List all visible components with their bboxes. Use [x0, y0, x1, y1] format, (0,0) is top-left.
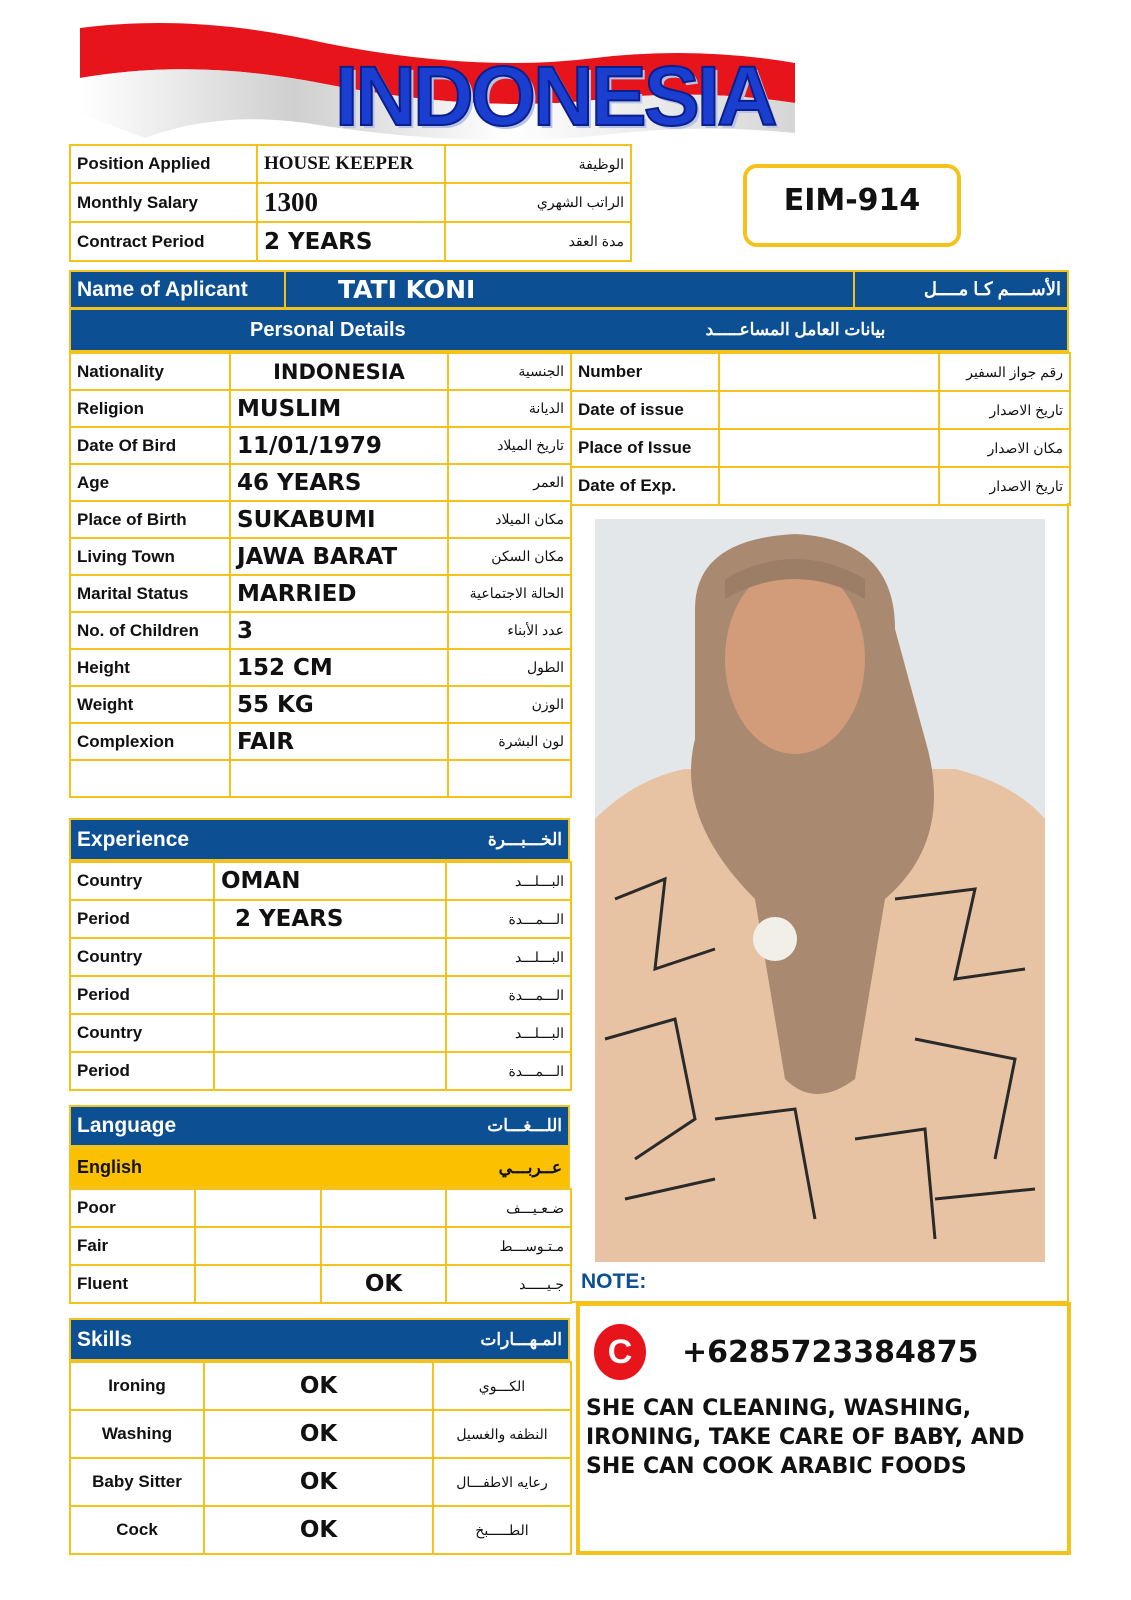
skills-title-ar: المـهـــارات: [480, 1329, 562, 1349]
experience-label: Country: [70, 938, 214, 976]
field-label-ar: الديانة: [448, 390, 571, 427]
empty-cell: [70, 760, 230, 797]
table-row: [70, 1265, 571, 1303]
contract-label: Contract Period: [70, 222, 257, 261]
table-row: [70, 222, 631, 261]
experience-label: Country: [70, 862, 214, 900]
table-row: [70, 1014, 571, 1052]
reference-code-box: [743, 164, 961, 247]
field-label: Marital Status: [70, 575, 230, 612]
language-subheader: [69, 1147, 570, 1188]
table-row: [70, 649, 571, 686]
note-text: SHE CAN CLEANING, WASHING, IRONING, TAKE CARE OF BABY, AND SHE CAN COOK ARABIC FOODS: [586, 1396, 1025, 1479]
personal-details-title: Personal Details: [250, 318, 406, 341]
experience-label: Period: [70, 976, 214, 1014]
applicant-label: Name of Aplicant: [71, 272, 286, 307]
table-row: [70, 501, 571, 538]
table-row: [70, 464, 571, 501]
field-value: 3: [230, 612, 448, 649]
applicant-photo: [595, 519, 1045, 1262]
skill-label-ar: الكـــوي: [433, 1362, 571, 1410]
field-label-ar: العمر: [448, 464, 571, 501]
experience-title-ar: الخـــبـــرة: [487, 829, 562, 849]
level-label-ar: مـتـوســـط: [446, 1227, 571, 1265]
experience-label: Period: [70, 900, 214, 938]
experience-table: [69, 861, 572, 1091]
passport-label: Date of issue: [571, 391, 719, 429]
passport-label: Date of Exp.: [571, 467, 719, 505]
empty-cell: [230, 760, 448, 797]
table-row: [70, 1189, 571, 1227]
reference-code: EIM-914: [783, 183, 921, 218]
field-value: 46 YEARS: [230, 464, 448, 501]
language-header: [69, 1105, 570, 1147]
table-row: [70, 686, 571, 723]
skill-label: Ironing: [70, 1362, 204, 1410]
experience-label: Country: [70, 1014, 214, 1052]
field-label-ar: لون البشرة: [448, 723, 571, 760]
contract-value: 2 YEARS: [257, 222, 445, 261]
language-title: Language: [77, 1114, 177, 1137]
position-value: HOUSE KEEPER: [257, 145, 445, 183]
field-value: 152 CM: [230, 649, 448, 686]
passport-label-ar: مكان الاصدار: [939, 429, 1070, 467]
field-label-ar: الطول: [448, 649, 571, 686]
table-row: [70, 1052, 571, 1090]
field-value: MUSLIM: [230, 390, 448, 427]
skills-header: [69, 1318, 570, 1361]
passport-label: Place of Issue: [571, 429, 719, 467]
table-row: [70, 1458, 571, 1506]
table-row: [70, 1362, 571, 1410]
field-label: Date Of Bird: [70, 427, 230, 464]
table-row: [70, 1506, 571, 1554]
table-row: [571, 467, 1070, 505]
table-row: [70, 760, 571, 797]
arabic-level: [321, 1227, 446, 1265]
field-label: Religion: [70, 390, 230, 427]
experience-label-ar: الـــمـــدة: [446, 1052, 571, 1090]
table-row: [70, 575, 571, 612]
experience-label-ar: البـــلـــد: [446, 938, 571, 976]
phone-icon: C: [594, 1324, 646, 1380]
skill-value: OK: [204, 1458, 433, 1506]
personal-details-title-ar: بيانات العامل المساعـــــد: [705, 320, 886, 339]
experience-value: [214, 938, 446, 976]
passport-label-ar: تاريخ الاصدار: [939, 391, 1070, 429]
table-row: [70, 938, 571, 976]
passport-label-ar: رقم جواز السفير: [939, 353, 1070, 391]
field-value: JAWA BARAT: [230, 538, 448, 575]
table-row: [70, 538, 571, 575]
english-level: [195, 1265, 321, 1303]
table-row: [70, 353, 571, 390]
phone-number[interactable]: +6285723384875: [682, 1334, 979, 1370]
skill-label-ar: النظفه والغسيل: [433, 1410, 571, 1458]
page-title: INDONESIA: [335, 49, 775, 143]
english-label: English: [77, 1157, 143, 1177]
passport-value: [719, 391, 939, 429]
arabic-level: OK: [321, 1265, 446, 1303]
job-table: [69, 144, 632, 262]
passport-value: [719, 467, 939, 505]
empty-cell: [448, 760, 571, 797]
table-row: [70, 1227, 571, 1265]
table-row: [70, 427, 571, 464]
experience-label-ar: البـــلـــد: [446, 1014, 571, 1052]
salary-label: Monthly Salary: [70, 183, 257, 222]
contract-ar: مدة العقد: [445, 222, 631, 261]
table-row: [70, 862, 571, 900]
applicant-name-ar: الأســــم كـا مــــل: [923, 279, 1061, 299]
skill-value: OK: [204, 1362, 433, 1410]
skill-value: OK: [204, 1410, 433, 1458]
position-ar: الوظيفة: [445, 145, 631, 183]
skills-title: Skills: [77, 1327, 132, 1351]
field-value: SUKABUMI: [230, 501, 448, 538]
salary-ar: الراتب الشهري: [445, 183, 631, 222]
field-label: Place of Birth: [70, 501, 230, 538]
applicant-name-bar: [69, 270, 1069, 309]
level-label-ar: جـيـــــد: [446, 1265, 571, 1303]
field-label-ar: تاريخ الميلاد: [448, 427, 571, 464]
skill-label: Baby Sitter: [70, 1458, 204, 1506]
table-row: [571, 353, 1070, 391]
table-row: [70, 183, 631, 222]
field-label: Height: [70, 649, 230, 686]
level-label: Poor: [70, 1189, 195, 1227]
english-level: [195, 1227, 321, 1265]
experience-value: OMAN: [214, 862, 446, 900]
field-label-ar: مكان السكن: [448, 538, 571, 575]
experience-header: [69, 818, 570, 861]
note-box: [576, 1302, 1071, 1555]
field-label-ar: الحالة الاجتماعية: [448, 575, 571, 612]
field-label-ar: الجنسية: [448, 353, 571, 390]
skill-label: Cock: [70, 1506, 204, 1554]
table-row: [571, 429, 1070, 467]
field-value: 55 KG: [230, 686, 448, 723]
skill-label-ar: رعايه الاطفـــال: [433, 1458, 571, 1506]
note-label: NOTE:: [581, 1270, 647, 1293]
field-label-ar: مكان الميلاد: [448, 501, 571, 538]
level-label-ar: ضـعـيـــف: [446, 1189, 571, 1227]
table-row: [70, 390, 571, 427]
field-label-ar: عدد الأبناء: [448, 612, 571, 649]
table-row: [70, 723, 571, 760]
experience-value: [214, 976, 446, 1014]
table-row: [70, 145, 631, 183]
skill-label: Washing: [70, 1410, 204, 1458]
field-value: 11/01/1979: [230, 427, 448, 464]
field-label: No. of Children: [70, 612, 230, 649]
language-title-ar: اللـــغـــات: [487, 1116, 562, 1135]
experience-label: Period: [70, 1052, 214, 1090]
passport-value: [719, 353, 939, 391]
position-label: Position Applied: [70, 145, 257, 183]
phone-row: [586, 1324, 1061, 1380]
skill-value: OK: [204, 1506, 433, 1554]
language-table: [69, 1188, 572, 1304]
field-label-ar: الوزن: [448, 686, 571, 723]
personal-details-bar: [69, 308, 1069, 352]
arabic-label: عــربـــي: [498, 1157, 562, 1177]
applicant-name: TATI KONI: [286, 272, 855, 307]
personal-details-table: [69, 352, 572, 798]
experience-value: 2 YEARS: [214, 900, 446, 938]
table-row: [571, 391, 1070, 429]
field-value: INDONESIA: [230, 353, 448, 390]
table-row: [70, 900, 571, 938]
salary-value: 1300: [257, 183, 445, 222]
passport-table: [570, 352, 1071, 506]
experience-label-ar: الـــمـــدة: [446, 900, 571, 938]
passport-label-ar: تاريخ الاصدار: [939, 467, 1070, 505]
table-row: [70, 976, 571, 1014]
level-label: Fair: [70, 1227, 195, 1265]
table-row: [70, 1410, 571, 1458]
field-label: Weight: [70, 686, 230, 723]
english-level: [195, 1189, 321, 1227]
experience-label-ar: الـــمـــدة: [446, 976, 571, 1014]
field-label: Age: [70, 464, 230, 501]
experience-value: [214, 1052, 446, 1090]
field-label: Complexion: [70, 723, 230, 760]
field-value: FAIR: [230, 723, 448, 760]
skills-table: [69, 1361, 572, 1555]
passport-label: Number: [571, 353, 719, 391]
experience-label-ar: البـــلـــد: [446, 862, 571, 900]
field-label: Nationality: [70, 353, 230, 390]
arabic-level: [321, 1189, 446, 1227]
field-value: MARRIED: [230, 575, 448, 612]
experience-title: Experience: [77, 827, 190, 851]
skill-label-ar: الطـــــبخ: [433, 1506, 571, 1554]
table-row: [70, 612, 571, 649]
field-label: Living Town: [70, 538, 230, 575]
passport-value: [719, 429, 939, 467]
level-label: Fluent: [70, 1265, 195, 1303]
experience-value: [214, 1014, 446, 1052]
